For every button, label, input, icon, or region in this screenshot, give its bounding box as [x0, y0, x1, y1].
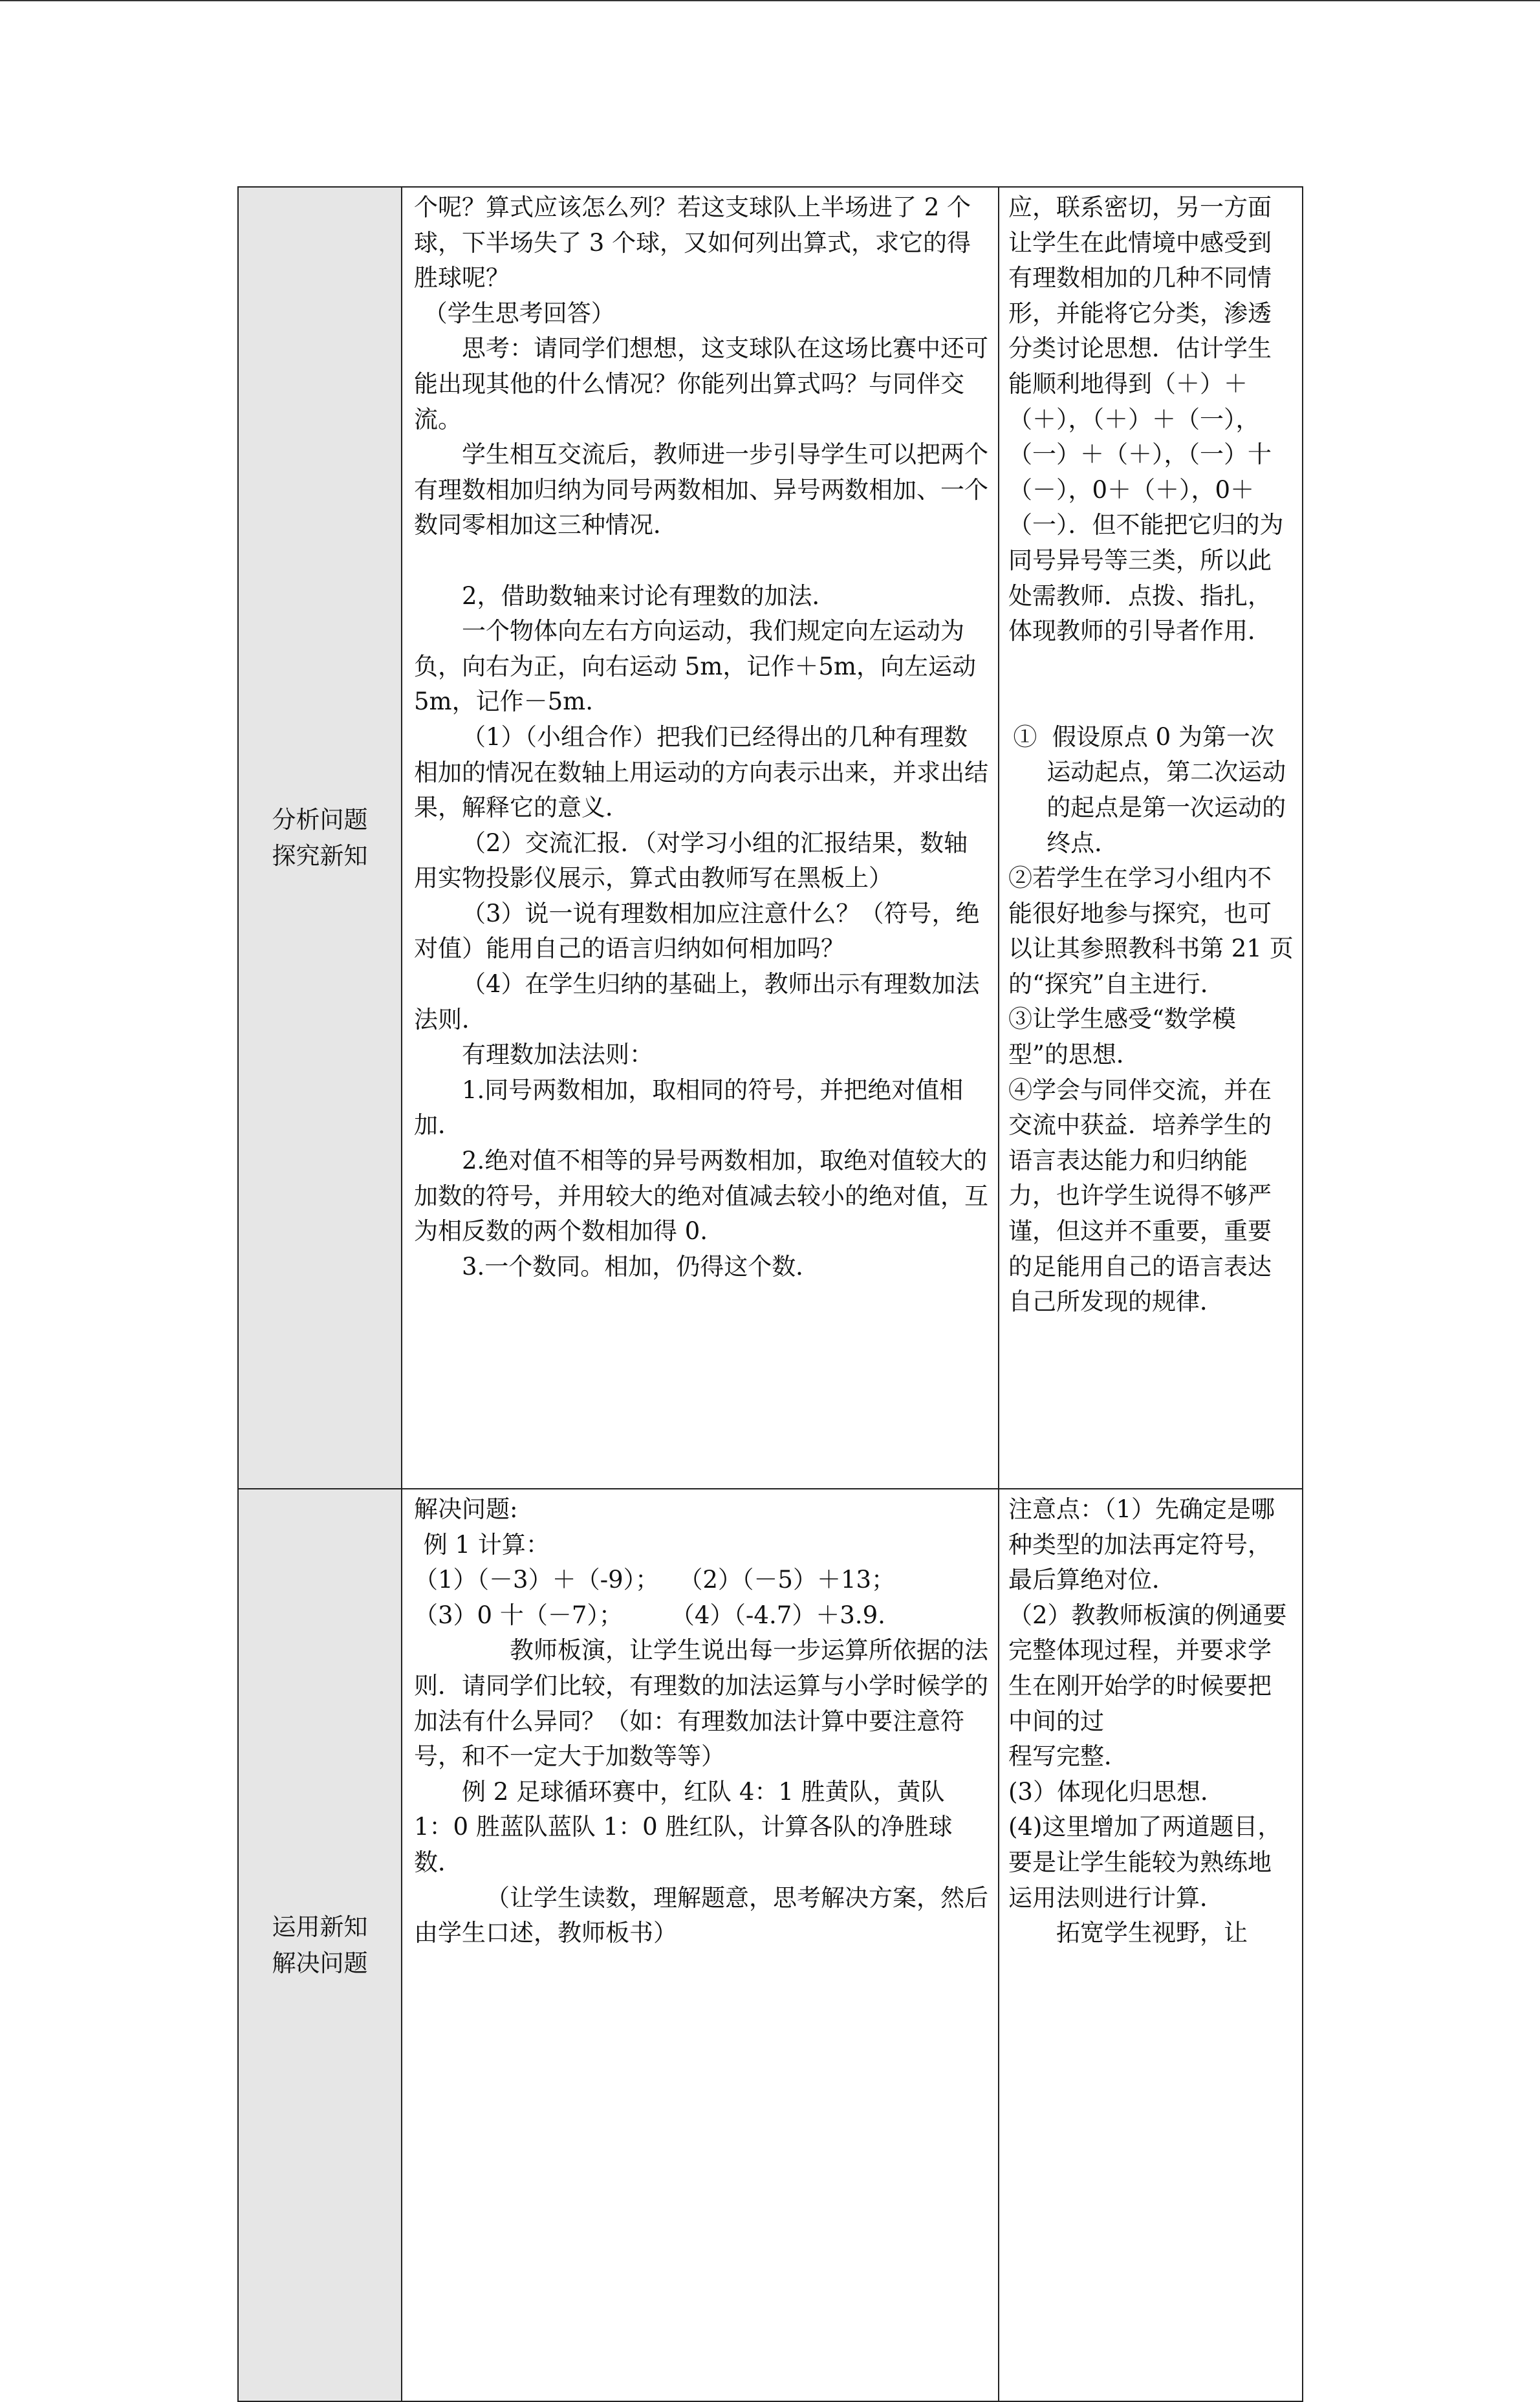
section-label-analysis	[238, 187, 402, 1489]
lesson-plan-table	[237, 186, 1303, 2402]
side-note-1	[1008, 720, 1294, 861]
paragraph: （1）（小组合作）把我们已经得出的几种有理数相加的情况在数轴上用运动的方向表示出来，并求出结果，解释它的意义．	[414, 722, 988, 822]
paragraph: 个呢？算式应该怎么列？若这支球队上半场进了 2 个球，下半场失了 3 个球，又如何列出算式，求它的得胜球呢？	[414, 193, 971, 292]
circled-one-marker: ①	[1013, 722, 1037, 751]
paragraph: （学生思考回答）	[423, 299, 615, 327]
paragraph: （让学生读数，理解题意，思考解决方案，然后由学生口述，教师板书）	[414, 1883, 988, 1947]
paragraph: 2.绝对值不相等的异号两数相加，取绝对值较大的加数的符号，并用较大的绝对值减去较小的绝对值，互为相反数的两个数相加得 0.	[414, 1147, 988, 1246]
paragraph: （4）在学生归纳的基础上，教师出示有理数加法法则．	[414, 970, 980, 1033]
side-paragraph: 注意点：（1）先确定是哪种类型的加法再定符号，最后算绝对位．	[1008, 1495, 1275, 1594]
side-paragraph: (3）体现化归思想．	[1008, 1777, 1224, 1806]
label-line-1: 分析问题	[272, 805, 368, 834]
example-1-row-1: （1）（－3）＋（-9）； （2）（－5）＋13；	[414, 1566, 896, 1594]
table-row-analysis	[238, 187, 1303, 1489]
example-1-row-2: （3）0 十（－7）； （4）（-4.7）＋3.9.	[414, 1601, 885, 1629]
label-line-2: 探究新知	[272, 841, 368, 870]
paragraph: 有理数加法法则：	[462, 1041, 653, 1069]
teaching-process-cell	[402, 187, 999, 1489]
paragraph: 例 2 足球循环赛中，红队 4：1 胜黄队，黄队 1：0 胜蓝队蓝队 1：0 胜红队，计算各队的净胜球数．	[414, 1777, 953, 1876]
paragraph: 3.一个数同。相加，仍得这个数．	[462, 1252, 820, 1281]
side-note-3: ③让学生感受“数学模型”的思想．	[1008, 1005, 1236, 1069]
side-note-1-text: 假设原点 0 为第一次运动起点，第二次运动的起点是第一次运动的终点．	[1047, 722, 1286, 857]
heading: 解决问题:	[414, 1495, 518, 1523]
section-label-apply	[238, 1489, 402, 2401]
teaching-process-cell	[402, 1489, 999, 2401]
paragraph: 学生相互交流后，教师进一步引导学生可以把两个有理数相加归纳为同号两数相加、异号两数相加、一个数同零相加这三种情况．	[414, 440, 988, 539]
side-paragraph: （2）教教师板演的例通要完整体现过程，并要求学生在刚开始学的时候要把中间的过	[1008, 1601, 1287, 1735]
example-1-title: 例 1 计算：	[423, 1530, 550, 1559]
design-intent-cell	[999, 1489, 1303, 2401]
paragraph: 1.同号两数相加，取相同的符号，并把绝对值相加．	[414, 1076, 964, 1140]
page-top-rule	[0, 0, 1540, 1]
paragraph: 教师板演，让学生说出每一步运算所依据的法则．请同学们比较，有理数的加法运算与小学时候学的加法有什么异同？（如：有理数加法计算中要注意符号，和不一定大于加数等等）	[414, 1636, 988, 1771]
table-row-apply	[238, 1489, 1303, 2401]
design-intent-cell	[999, 187, 1303, 1489]
paragraph: 一个物体向左右方向运动，我们规定向左运动为负，向右为正，向右运动 5m，记作＋5m，向左运动 5m，记作－5m.	[414, 617, 977, 716]
side-note-4: ④学会与同伴交流，并在交流中获益．培养学生的语言表达能力和归纳能力，也许学生说得不够严谨，但这并不重要，重要的足能用自己的语言表达自己所发现的规律．	[1008, 1076, 1272, 1316]
label-line-2: 解决问题	[272, 1949, 368, 1977]
side-paragraph: 应，联系密切，另一方面让学生在此情境中感受到有理数相加的几种不同情形，并能将它分类，渗透分类讨论思想．估计学生能顺利地得到（＋）＋（＋），（＋）＋（一），（一）＋（＋），（一）十（－），0＋（＋），0＋（一）．但不能把它归的为同号异号等三类，所以此处需教师．点拨、指扎，体现教师的引导者作用．	[1008, 193, 1284, 645]
side-paragraph: 拓宽学生视野，让	[1056, 1919, 1248, 1947]
paragraph: 思考：请同学们想想，这支球队在这场比赛中还可能出现其他的什么情况？你能列出算式吗？与同伴交流。	[414, 334, 988, 433]
paragraph: （3）说一说有理数相加应注意什么？（符号，绝对值）能用自己的语言归纳如何相加吗？	[414, 899, 980, 963]
label-line-1: 运用新知	[272, 1912, 368, 1941]
side-note-2: ②若学生在学习小组内不能很好地参与探究，也可以让其参照教科书第 21 页的“探究”自主进行．	[1008, 864, 1294, 998]
paragraph: 2，借助数轴来讨论有理数的加法．	[462, 581, 836, 610]
side-paragraph: 程写完整．	[1008, 1742, 1128, 1771]
side-paragraph: (4)这里增加了两道题目，要是让学生能较为熟练地运用法则进行计算．	[1008, 1813, 1282, 1912]
paragraph: （2）交流汇报．（对学习小组的汇报结果，数轴用实物投影仪展示，算式由教师写在黑板上）	[414, 828, 968, 893]
